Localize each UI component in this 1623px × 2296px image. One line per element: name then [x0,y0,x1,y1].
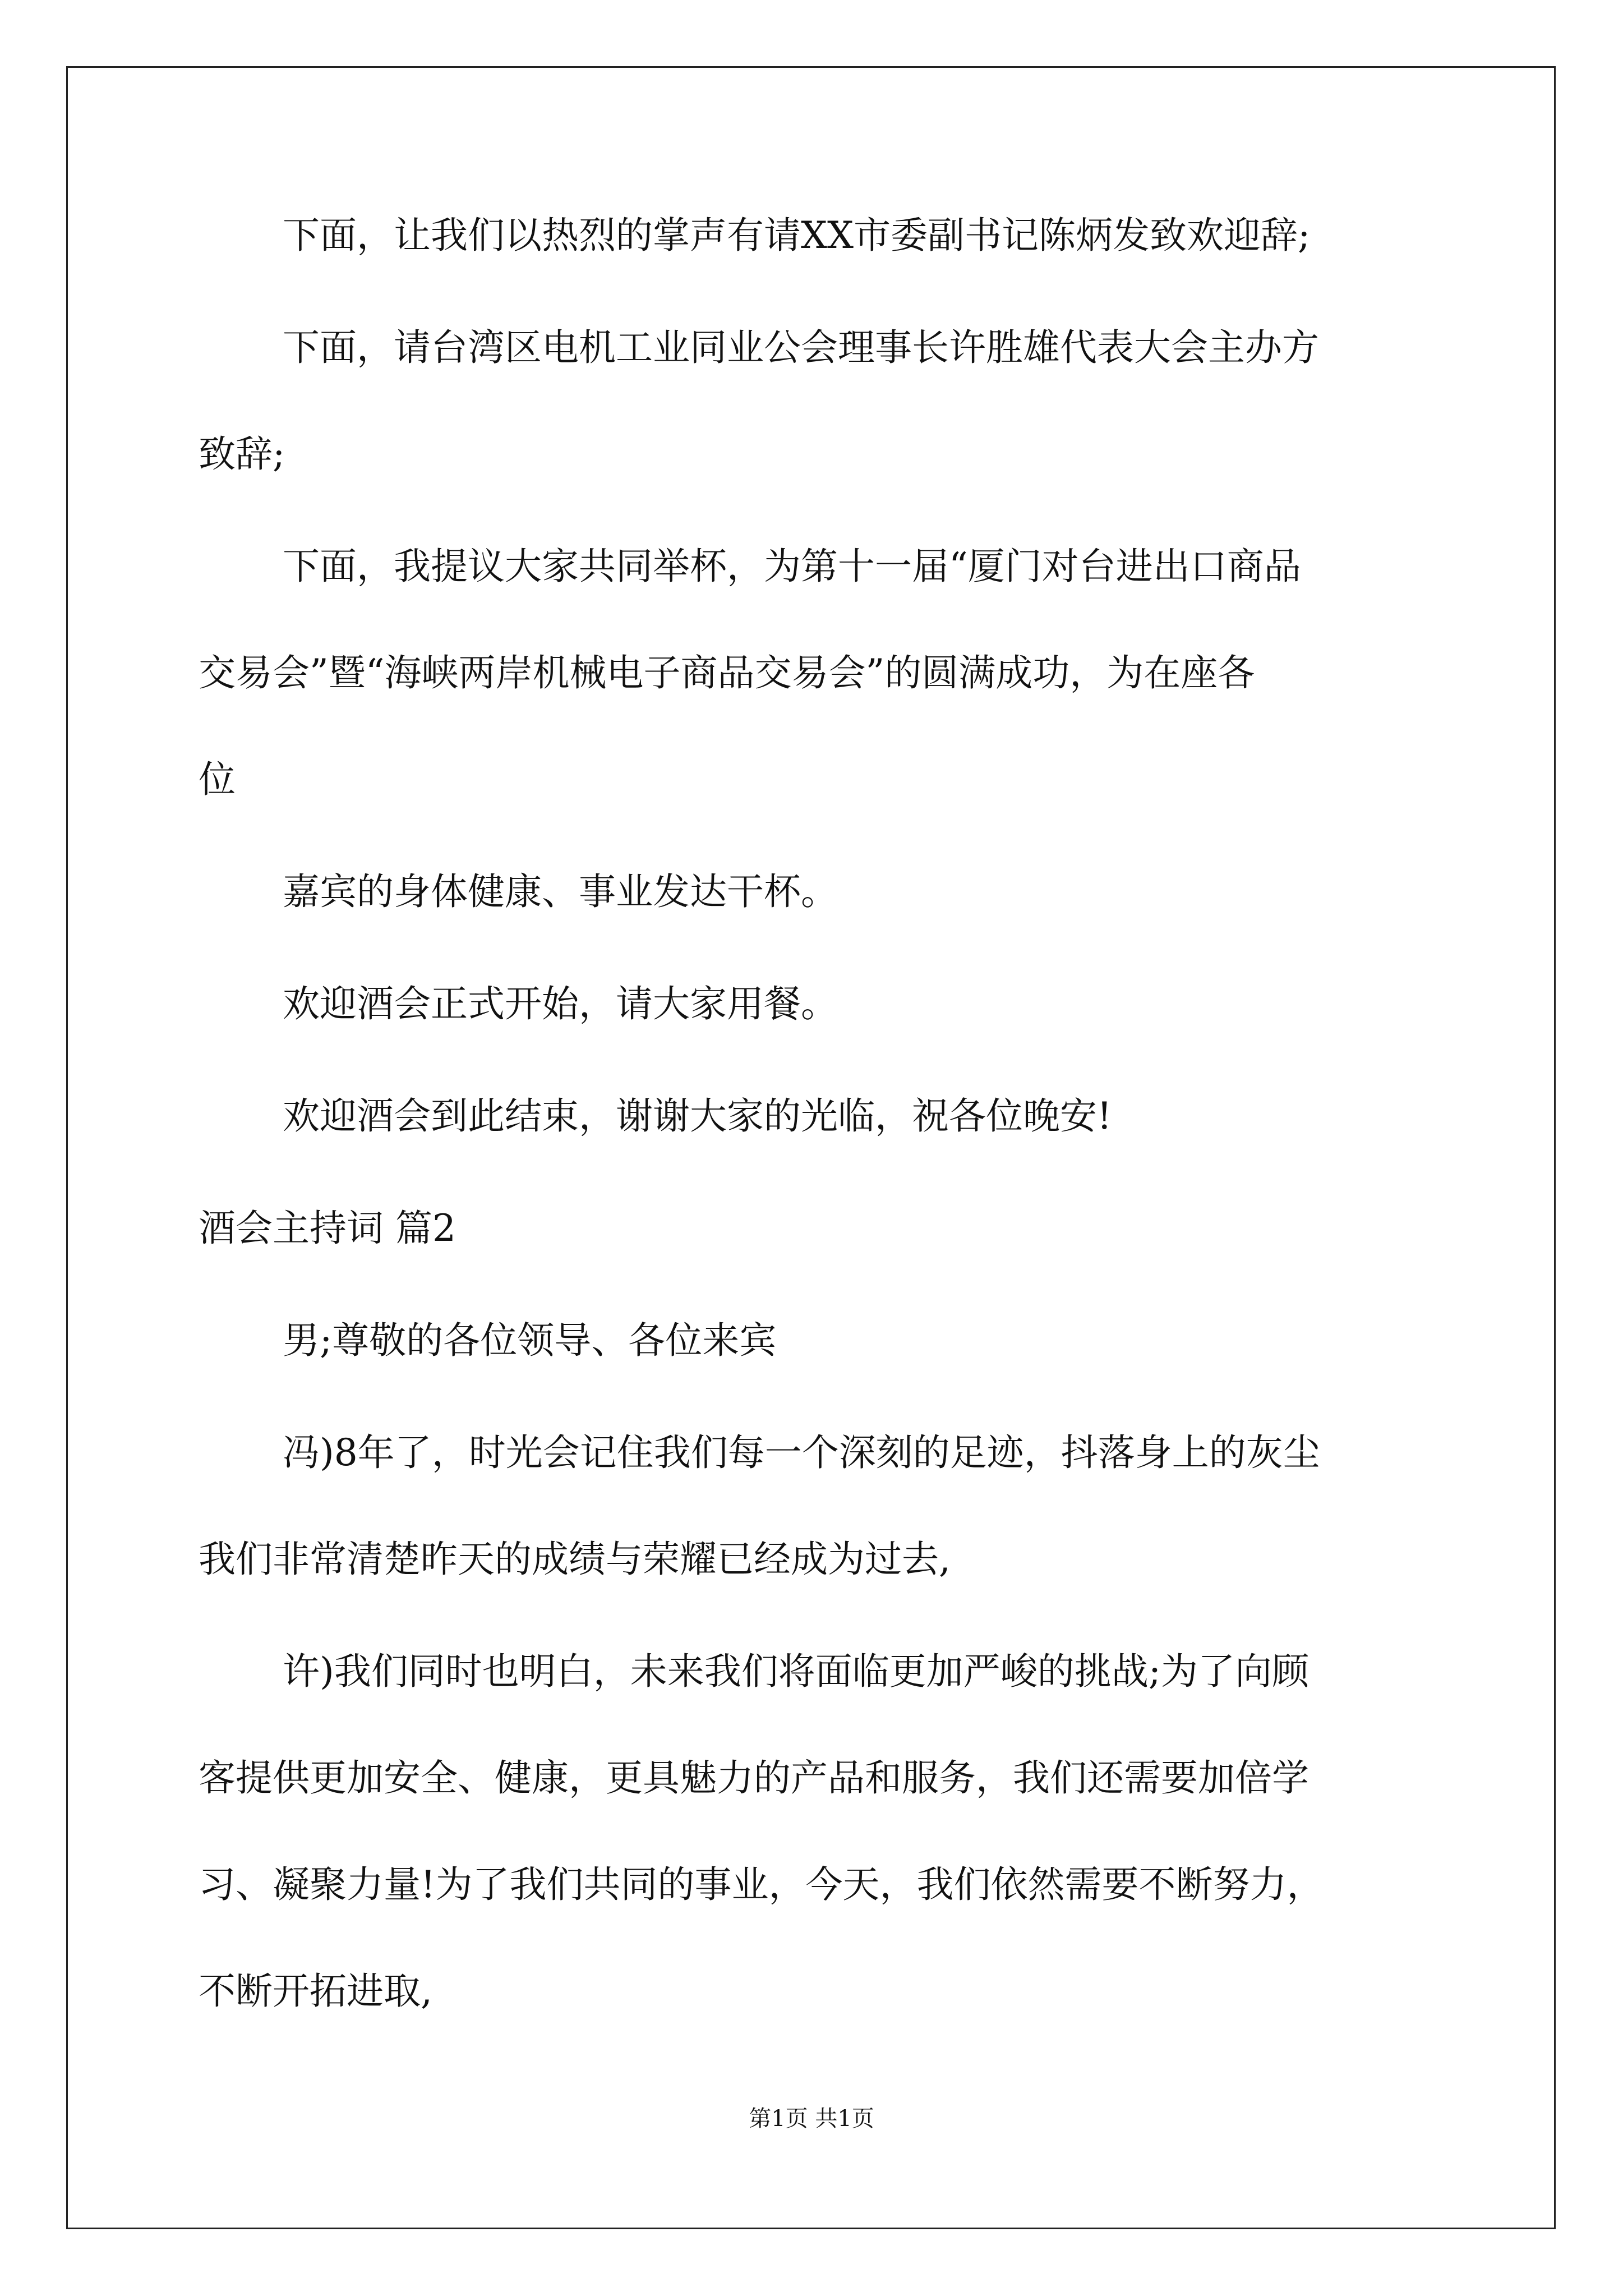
section-heading: 酒会主持词 篇2 [199,1207,456,1250]
text-line: 不断开拓进取, [199,1970,432,2013]
text-line: 下面，让我们以热烈的掌声有请XX市委副书记陈炳发致欢迎辞; [283,214,1311,257]
text-line: 下面，我提议大家共同举杯，为第十一届“厦门对台进出口商品 [283,545,1301,588]
text-line: 下面，请台湾区电机工业同业公会理事长许胜雄代表大会主办方 [283,326,1319,369]
text-line: 位 [199,758,236,801]
page-footer: 第1页 共1页 [749,2106,874,2132]
document-body [199,213,1432,2014]
text-line: 欢迎酒会正式开始，请大家用餐。 [283,982,838,1025]
text-line: 嘉宾的身体健康、事业发达干杯。 [283,870,838,913]
text-line: 习、凝聚力量!为了我们共同的事业，今天，我们依然需要不断努力， [199,1863,1324,1906]
text-line: 致辞; [199,432,285,476]
text-line: 我们非常清楚昨天的成绩与荣耀已经成为过去, [199,1538,951,1581]
text-line: 交易会”暨“海峡两岸机械电子商品交易会”的圆满成功，为在座各 [199,651,1255,694]
text-line: 许)我们同时也明白，未来我们将面临更加严峻的挑战;为了向顾 [283,1650,1309,1693]
text-line: 客提供更加安全、健康，更具魅力的产品和服务，我们还需要加倍学 [199,1756,1309,1800]
text-line: 冯)8年了，时光会记住我们每一个深刻的足迹，抖落身上的灰尘 [283,1431,1320,1474]
text-line: 男;尊敬的各位领导、各位来宾 [283,1319,777,1362]
text-line: 欢迎酒会到此结束，谢谢大家的光临，祝各位晚安! [283,1094,1112,1138]
